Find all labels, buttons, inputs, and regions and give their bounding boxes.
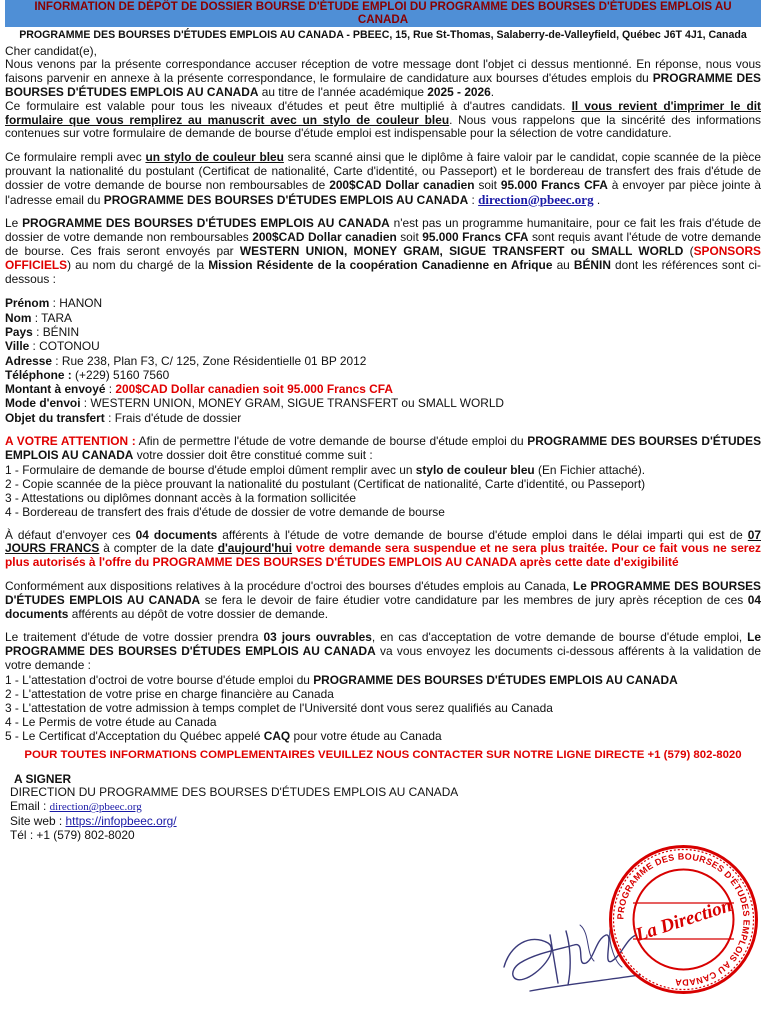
reference-row: Mode d'envoi : WESTERN UNION, MONEY GRAM, SIGUE TRANSFERT ou SMALL WORLD <box>5 396 505 411</box>
reference-row: Ville : COTONOU <box>5 339 100 354</box>
transfer-references <box>5 296 761 425</box>
document-title-banner <box>5 0 761 27</box>
seal-ring-text: PROGRAMME DES BOURSES D'ÉTUDES EMPLOIS AU CANADA <box>615 851 752 988</box>
signature-phone: Tél : +1 (579) 802-8020 <box>10 827 135 842</box>
list-item: 2 - L'attestation de votre prise en charge financière au Canada <box>5 686 334 701</box>
jury-paragraph: Conformément aux dispositions relatives à la procédure d'octroi des bourses d'études emplois au Canada, Le PROGRAMME DES BOURSES D'ÉTUDES EMPLOIS AU CANADA se fera le devoir de faire étudier votre candidature par les membres de jury après réception de ces 04 documents afférents au dépôt de votre dossier de demande. <box>5 579 761 621</box>
reference-row: Pays : BÉNIN <box>5 324 80 339</box>
deadline-paragraph: À défaut d'envoyer ces 04 documents afférents à l'étude de votre demande de bourse d'étude emploi dans le délai imparti qui est de 07 JOURS FRANCS à compter de la date d'aujourd'hui votre demande sera suspendue et ne sera plus traitée. Pour ce fait vous ne serez plus autorisés à l'offre du PROGRAMME DES BOURSES D'ÉTUDES EMPLOIS AU CANADA après cette date d'exigibilité <box>5 527 761 570</box>
intro-paragraph-2: Ce formulaire est valable pour tous les niveaux d'études et peut être multiplié à d'autres candidats. Il vous revient d'imprimer le dit formulaire que vous remplirez au manuscrit avec un stylo de couleur bleu. Nous vous rappelons que la sincérité des informations contenues sur votre formulaire de demande de bourse d'étude emploi est indispensable pour la sélection de votre candidature. <box>5 98 761 141</box>
reference-row: Téléphone : (+229) 5160 7560 <box>5 367 170 382</box>
signature-email-link[interactable]: direction@pbeec.org <box>49 801 142 814</box>
list-item: 1 - Formulaire de demande de bourse d'étude emploi dûment remplir avec un stylo de couleur bleu (En Fichier attaché). <box>5 462 646 477</box>
reference-row: Montant à envoyé : 200$CAD Dollar canadien soit 95.000 Francs CFA <box>5 382 393 397</box>
website-link[interactable]: https://infopbeec.org/ <box>65 813 177 828</box>
official-seal-stamp <box>607 843 760 996</box>
reference-row: Adresse : Rue 238, Plan F3, C/ 125, Zone Résidentielle 01 BP 2012 <box>5 353 367 368</box>
attention-paragraph: A VOTRE ATTENTION : Afin de permettre l'étude de votre demande de bourse d'étude emploi du PROGRAMME DES BOURSES D'ÉTUDES EMPLOIS AU CANADA votre dossier doit être constitué comme suit : <box>5 434 761 462</box>
sponsors-label: SPONSORS OFFICIELS <box>5 243 761 272</box>
validation-documents-list <box>5 673 761 743</box>
processing-paragraph: Le traitement d'étude de votre dossier prendra 03 jours ouvrables, en cas d'acceptation de votre demande de bourse d'étude emploi, Le PROGRAMME DES BOURSES D'ÉTUDES EMPLOIS AU CANADA va vous envoyez les documents ci-dessous afférents à la validation de votre demande : <box>5 630 762 672</box>
signature-block <box>10 773 761 843</box>
list-item: 4 - Bordereau de transfert des frais d'étude de dossier de votre demande de bourse <box>5 504 445 519</box>
list-item: 2 - Copie scannée de la pièce prouvant la nationalité du postulant (Certificat de nationalité, Carte d'identité, ou Passeport) <box>5 476 646 491</box>
list-item: 1 - L'attestation d'octroi de votre bourse d'étude emploi du PROGRAMME DES BOURSES D'ÉTUDES EMPLOIS AU CANADA <box>5 672 678 687</box>
list-item: 4 - Le Permis de votre étude au Canada <box>5 714 217 729</box>
submission-paragraph: Ce formulaire rempli avec un stylo de couleur bleu sera scanné ainsi que le diplôme à faire valoir par le candidat, copie scannée de la pièce prouvant la nationalité du postulant (Certificat de nationalité, Carte d'identité, ou Passeport) et le bordereau de transfert des frais d'étude de dossier de votre demande de bourse non remboursables de 200$CAD Dollar canadien soit 95.000 Francs CFA à envoyer par pièce jointe à l'adresse email du PROGRAMME DES BOURSES D'ÉTUDES EMPLOIS AU CANADA : direction@pbeec.org . <box>5 150 761 207</box>
email-link[interactable]: direction@pbeec.org <box>478 191 594 207</box>
document-title: INFORMATION DE DÉPÔT DE DOSSIER BOURSE D'ÉTUDE EMPLOI DU PROGRAMME DES BOURSES D'ÉTUDES EMPLOIS AU CANADA <box>34 0 732 26</box>
reference-row: Prénom : HANON <box>5 296 103 311</box>
required-documents-list <box>5 463 761 519</box>
fees-paragraph: Le PROGRAMME DES BOURSES D'ÉTUDES EMPLOIS AU CANADA n'est pas un programme humanitaire, pour ce fait les frais d'étude de dossier de votre demande non remboursables 200$CAD Dollar canadien soit 95.000 Francs CFA sont requis avant l'étude de votre demande de bourse. Ces frais seront envoyés par WESTERN UNION, MONEY GRAM, SIGUE TRANSFERT ou SMALL WORLD (SPONSORS OFFICIELS) au nom du chargé de la Mission Résidente de la coopération Canadienne en Afrique au BÉNIN dont les références sont ci-dessous : <box>5 216 762 286</box>
list-item: 5 - Le Certificat d'Acceptation du Québec appelé CAQ pour votre étude au Canada <box>5 728 442 743</box>
list-item: 3 - L'attestation de votre admission à temps complet de l'Université dont vous serez qualifiés au Canada <box>5 700 553 715</box>
reference-row: Objet du transfert : Frais d'étude de dossier <box>5 410 242 425</box>
signature-organization: DIRECTION DU PROGRAMME DES BOURSES D'ÉTUDES EMPLOIS AU CANADA <box>10 785 459 800</box>
greeting: Cher candidat(e), <box>5 43 97 58</box>
document-page <box>5 0 761 843</box>
intro-paragraph-1: Nous venons par la présente correspondance accuser réception de votre message dont l'objet ci dessus mentionné. En réponse, nous vous faisons parvenir en annexe à la présente correspondance, le formulaire de candidature aux bourses d'études emplois du PROGRAMME DES BOURSES D'ÉTUDES EMPLOIS AU CANADA au titre de l'année académique 2025 - 2026. <box>5 57 761 99</box>
attention-label: A VOTRE ATTENTION : <box>5 434 136 449</box>
seal-center-text: La Direction <box>633 895 735 946</box>
direct-line-notice: POUR TOUTES INFORMATIONS COMPLEMENTAIRES VEUILLEZ NOUS CONTACTER SUR NOTRE LIGNE DIRECTE +1 (579) 802-8020 <box>24 748 742 761</box>
sender-address: PROGRAMME DES BOURSES D'ÉTUDES EMPLOIS AU CANADA - PBEEC, 15, Rue St-Thomas, Salaberry-de-Valleyfield, Québec J6T 4J1, Canada <box>19 29 747 42</box>
signature-heading: A SIGNER <box>14 771 72 786</box>
list-item: 3 - Attestations ou diplômes donnant accès à la formation sollicitée <box>5 490 356 505</box>
reference-row: Nom : TARA <box>5 310 72 325</box>
signature-website: Site web : https://infopbeec.org/ <box>10 813 177 828</box>
signature-email: Email : direction@pbeec.org <box>10 799 142 814</box>
